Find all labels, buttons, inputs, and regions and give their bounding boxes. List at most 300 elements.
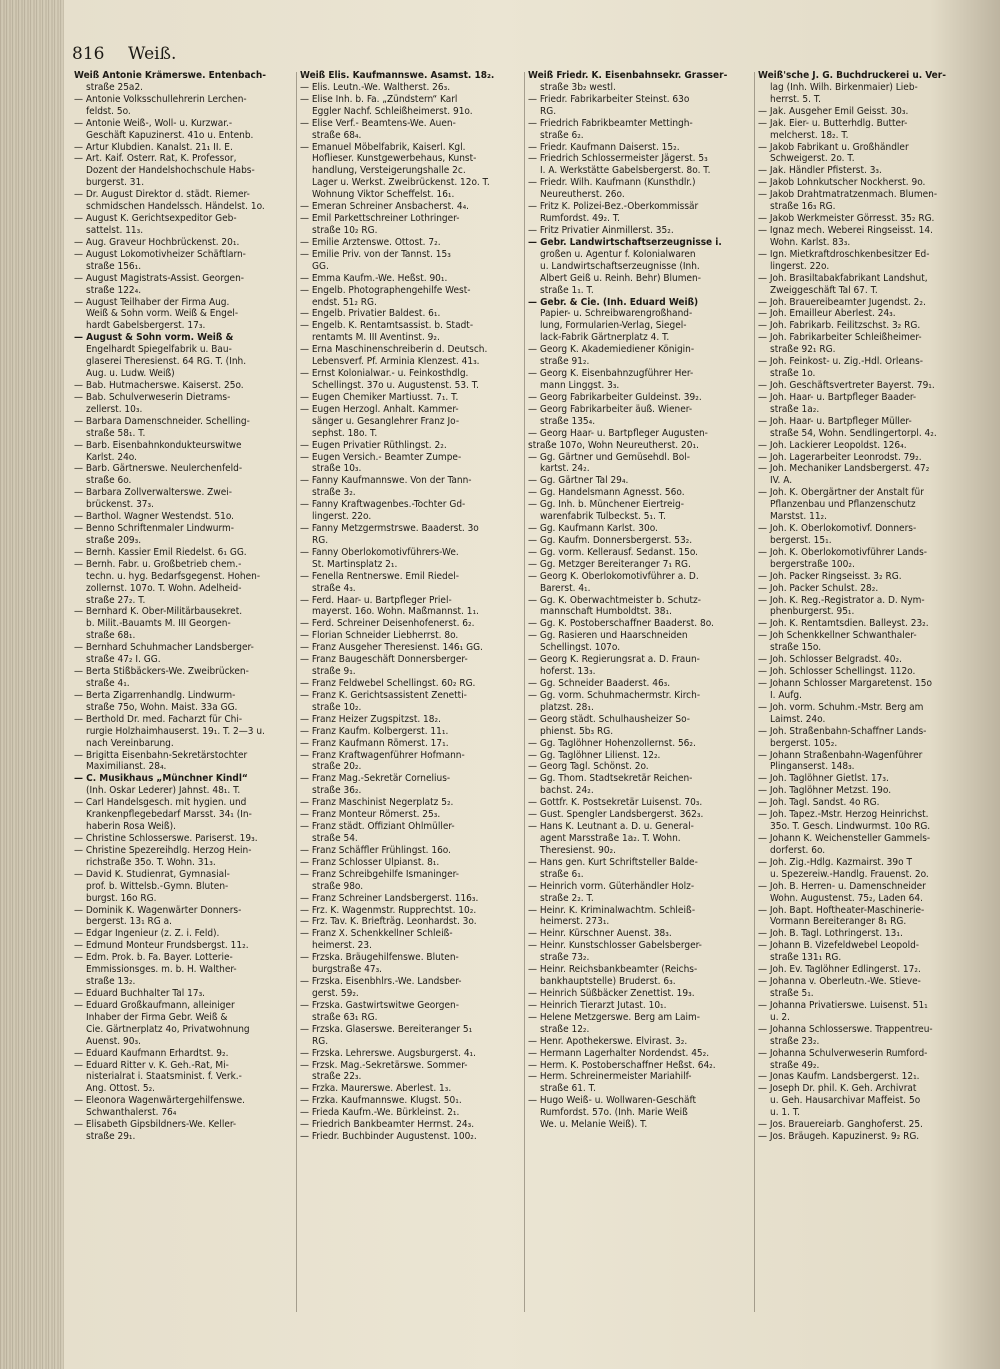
entry-line: Krankenpflegebedarf Marsst. 34₁ (In-	[86, 809, 252, 821]
entry-line: — Johann B. Vizefeldwebel Leopold-	[758, 940, 920, 952]
entry-line: Laimst. 24o.	[770, 713, 826, 725]
entry-line: — Bab. Schulverweserin Dietrams-	[74, 391, 231, 403]
entry-line: — Fritz K. Polizei-Bez.-Oberkommissär	[528, 201, 699, 213]
entry-line: zellerst. 10₃.	[86, 403, 143, 415]
entry-line: — Antonie Volksschullehrerin Lerchen-	[74, 93, 247, 105]
entry-line: heimerst. 23.	[312, 940, 372, 952]
entry-line: — Frzska. Bräugehilfenswe. Bluten-	[300, 952, 459, 964]
entry-line: — Johanna Privatierswe. Luisenst. 51₁	[758, 999, 928, 1011]
entry-line: — Johann K. Weichensteller Gammels-	[758, 833, 931, 844]
entry-line: brückenst. 37₃.	[86, 499, 154, 511]
entry-line: — Barthol. Wagner Westendst. 51o.	[74, 511, 235, 523]
entry-line: — Joh. Feinkost- u. Zig.-Hdl. Orleans-	[758, 356, 924, 368]
entry-line: — Eduard Kaufmann Erhardtst. 9₂.	[74, 1047, 229, 1059]
entry-line: — Jonas Kaufm. Landsbergerst. 12₁.	[758, 1071, 920, 1083]
page-number: 816	[72, 44, 105, 64]
entry-line: Ang. Ottost. 5₂.	[86, 1083, 156, 1095]
entry-line: — Henr. Apothekerswe. Elvirast. 3₂.	[528, 1035, 688, 1047]
entry-line: — Art. Kaif. Österr. Rat, K. Professor,	[74, 153, 237, 165]
entry-line: straße 36₂.	[312, 785, 362, 797]
entry-line: — Gg. K. Oberwachtmeister b. Schutz-	[528, 594, 702, 606]
entry-line: straße 73₂.	[540, 952, 590, 964]
entry-line: — Emma Kaufm.-We. Heßst. 90₁.	[300, 272, 448, 284]
entry-line: — Ferd. Haar- u. Bartpfleger Priel-	[300, 594, 452, 606]
entry-line: — Frieda Kaufm.-We. Bürkleinst. 2₁.	[300, 1107, 460, 1119]
entry-line: — Heinr. Reichsbankbeamter (Reichs-	[528, 964, 698, 976]
entry-line: straße 12₂.	[540, 1023, 590, 1035]
entry-line: — Joh. Zig.-Hdlg. Kazmairst. 39o T	[758, 856, 912, 868]
entry-line: — Bernh. Kassier Emil Riedelst. 6₁ GG.	[74, 546, 247, 558]
entry-line: — Franz X. Schenkkellner Schleiß-	[300, 928, 453, 940]
running-head-name: Weiß.	[128, 44, 177, 64]
entry-line: — Johanna v. Oberleutn.-We. Stieve-	[758, 976, 921, 988]
entry-line: — Joh. Fabrikarb. Feilitzschst. 3₂ RG.	[758, 320, 921, 332]
entry-line: — Emilie Arztenswe. Ottost. 7₂.	[300, 236, 441, 248]
entry-line: Eggler Nachf. Schleißheimerst. 91o.	[312, 105, 473, 117]
entry-line: — Joh. K. Oberlokomotivf. Donners-	[758, 523, 917, 535]
entry-line: RG.	[312, 1035, 329, 1047]
column-rule	[296, 72, 297, 1312]
entry-line: — Herm. Schreinermeister Mariahilf-	[528, 1071, 692, 1083]
entry-line: — Ferd. Schreiner Deisenhofenerst. 6₂.	[300, 618, 475, 630]
entry-line: — Emeran Schreiner Ansbacherst. 4₄.	[300, 201, 470, 213]
entry-line: straße 25a2.	[86, 81, 144, 93]
entry-line: — Franz Heizer Zugspitzst. 18₂.	[300, 713, 441, 725]
entry-line: straße 13₂.	[86, 976, 136, 988]
entry-line: — Franz Schlosser Ulpianst. 8₁.	[300, 856, 440, 868]
entry-line: — Fritz Privatier Ainmillerst. 35₂.	[528, 224, 674, 236]
entry-line: straße 6₂.	[540, 129, 584, 141]
entry-line: straße 15o.	[770, 642, 822, 654]
entry-line: Geschäft Kapuzinerst. 41o u. Entenb.	[86, 129, 254, 141]
entry-line: — Bernh. Fabr. u. Großbetrieb chem.-	[74, 558, 242, 570]
entry-line: Schweigerst. 2o. T.	[770, 153, 855, 165]
entry-line: — Gg. vorm. Kellerausf. Sedanst. 15o.	[528, 546, 699, 558]
entry-line: — Elise Inh. b. Fa. „Zündstern“ Karl	[300, 93, 458, 105]
entry-line: Emmissionsges. m. b. H. Walther-	[86, 964, 237, 976]
entry-line: — Joh. vorm. Schuhm.-Mstr. Berg am	[758, 701, 924, 713]
entry-line: — Elisabeth Gipsbildners-We. Keller-	[74, 1119, 237, 1131]
entry-line: straße 5₁.	[770, 987, 814, 999]
entry-line: — Joh. K. Reg.-Registrator a. D. Nym-	[758, 594, 925, 606]
entry-line: heimerst. 273₁.	[540, 916, 610, 928]
entry-line: — Berthold Dr. med. Facharzt für Chi-	[74, 713, 243, 725]
entry-line: — Joh. Fabrikarbeiter Schleißheimer-	[758, 332, 922, 344]
entry-line: — Artur Klubdien. Kanalst. 21₁ II. E.	[74, 141, 233, 153]
entry-line: — Jakob Lohnkutscher Nockherst. 9o.	[758, 177, 926, 189]
entry-line: — Antonie Weiß-, Woll- u. Kurzwar.-	[74, 117, 233, 129]
entry-line: — Barbara Damenschneider. Schelling-	[74, 415, 250, 427]
entry-line: — Joh. Brasiltabakfabrikant Landshut,	[758, 272, 928, 284]
entry-line: Weiß Friedr. K. Eisenbahnsekr. Grasser-	[528, 70, 728, 81]
entry-line: — Frzska. Glaserswe. Bereiteranger 5₁	[300, 1023, 473, 1035]
entry-line: — Franz Ausgeher Theresienst. 146₁ GG.	[300, 642, 483, 654]
entry-line: kartst. 24₂.	[540, 463, 590, 475]
entry-line: straße 6₁.	[540, 868, 584, 880]
entry-line: — Gg. Taglöhner Lilienst. 12₂.	[528, 749, 661, 761]
entry-line: melcherst. 18₂. T.	[770, 129, 849, 141]
entry-line: straße 107o, Wohn Neureutherst. 20₁.	[528, 439, 699, 451]
entry-line: Wohn. Karlst. 83₃.	[770, 236, 851, 248]
entry-line: richstraße 35o. T. Wohn. 31₃.	[86, 856, 216, 868]
entry-line: — Joh. Tapez.-Mstr. Herzog Heinrichst.	[758, 809, 929, 821]
entry-line: straße 10₂ RG.	[312, 224, 378, 236]
entry-line: Barerst. 4₁.	[540, 582, 591, 594]
entry-line: — Frzsk. Mag.-Sekretärswe. Sommer-	[300, 1059, 468, 1071]
entry-line: — Gg. Thom. Stadtsekretär Reichen-	[528, 773, 693, 785]
directory-column-1	[74, 70, 292, 1360]
entry-line: straße 91₂.	[540, 356, 590, 368]
entry-line: u. Geh. Hausarchivar Maffeist. 5o	[770, 1095, 921, 1107]
entry-line: Cie. Gärtnerplatz 4o, Privatwohnung	[86, 1023, 250, 1035]
entry-line: endst. 51₂ RG.	[312, 296, 377, 308]
entry-line: straße 75o, Wohn. Maist. 33a GG.	[86, 701, 238, 713]
entry-line: bachst. 24₂.	[540, 785, 594, 797]
entry-line: agent Marsstraße 1a₂. T. Wohn.	[540, 833, 681, 844]
entry-line: Wohn. Augustenst. 75₂, Laden 64.	[770, 892, 923, 904]
entry-line: — Gebr. Landwirtschaftserzeugnisse i.	[528, 236, 722, 248]
entry-line: Rumfordst. 49₂. T.	[540, 213, 621, 225]
entry-line: St. Martinsplatz 2₁.	[312, 558, 398, 570]
entry-line: — Joh Schenkkellner Schwanthaler-	[758, 630, 917, 642]
entry-line: Dozent der Handelshochschule Habs-	[86, 165, 255, 177]
entry-line: straße 4₃.	[312, 582, 356, 594]
entry-line: straße 1₁. T.	[540, 284, 594, 296]
entry-line: Theresienst. 90₂.	[540, 844, 617, 856]
entry-line: — Franz Mag.-Sekretär Cornelius-	[300, 773, 451, 785]
entry-line: Vormann Bereiteranger 8₁ RG.	[770, 916, 907, 928]
entry-line: I. Aufg.	[770, 689, 802, 701]
entry-line: straße 3b₂ westl.	[540, 81, 616, 93]
entry-line: — Joseph Dr. phil. K. Geh. Archivrat	[758, 1083, 917, 1095]
entry-line: (Inh. Oskar Lederer) Jahnst. 48₁. T.	[86, 785, 241, 797]
entry-line: — Georg K. Akademiediener Königin-	[528, 344, 695, 356]
entry-line: — Hugo Weiß- u. Wollwaren-Geschäft	[528, 1095, 697, 1107]
entry-line: straße 68₄.	[312, 129, 362, 141]
directory-column-3	[528, 70, 752, 1360]
entry-line: — Joh. Geschäftsvertreter Bayerst. 79₁.	[758, 379, 935, 391]
entry-line: nisterialrat i. Staatsminist. f. Verk.-	[86, 1071, 242, 1083]
entry-line: IV. A.	[770, 475, 793, 487]
entry-line: — Hans gen. Kurt Schriftsteller Balde-	[528, 856, 698, 868]
entry-line: mayerst. 16o. Wohn. Maßmannst. 1₁.	[312, 606, 479, 618]
entry-line: Neureutherst. 26o.	[540, 189, 625, 201]
entry-line: warenfabrik Tulbeckst. 5₁. T.	[540, 511, 666, 523]
entry-line: — Franz Feldwebel Schellingst. 60₂ RG.	[300, 678, 476, 690]
entry-line: — Berta Zigarrenhandlg. Lindwurm-	[74, 689, 236, 701]
entry-line: — Edgar Ingenieur (z. Z. i. Feld).	[74, 928, 220, 940]
entry-line: lag (Inh. Wilh. Birkenmaier) Lieb-	[770, 81, 918, 93]
entry-line: phienst. 5b₃ RG.	[540, 725, 614, 737]
entry-line: — Franz städt. Offiziant Ohlmüller-	[300, 821, 455, 833]
entry-line: schmidschen Handelssch. Händelst. 1o.	[86, 201, 265, 213]
entry-line: — Joh. Brauereibeamter Jugendst. 2₂.	[758, 296, 926, 308]
entry-line: straße 1o.	[770, 368, 816, 380]
entry-line: — Jos. Brauereiarb. Ganghoferst. 25.	[758, 1119, 923, 1131]
entry-line: — Joh. Straßenbahn-Schaffner Lands-	[758, 725, 927, 737]
entry-line: burgerst. 31.	[86, 177, 145, 189]
entry-line: — Ernst Kolonialwar.- u. Feinkosthdlg.	[300, 368, 469, 380]
entry-line: — Benno Schriftenmaler Lindwurm-	[74, 523, 235, 535]
entry-line: Papier- u. Schreibwarengroßhand-	[540, 308, 693, 320]
entry-line: — Joh. Tagl. Sandst. 4o RG.	[758, 797, 880, 809]
entry-line: u. 1. T.	[770, 1107, 801, 1119]
entry-line: — Eduard Großkaufmann, alleiniger	[74, 999, 235, 1011]
entry-line: Zweiggeschäft Tal 67. T.	[770, 284, 878, 296]
entry-line: — Eugen Privatier Rüthlingst. 2₂.	[300, 439, 447, 451]
entry-line: — Fanny Kraftwagenbes.-Tochter Gd-	[300, 499, 466, 511]
entry-line: straße 63₁ RG.	[312, 1011, 378, 1023]
entry-line: — Ignaz mech. Weberei Ringseisst. 14.	[758, 224, 933, 236]
entry-line: — Fanny Oberlokomotivführers-We.	[300, 546, 459, 558]
column-rule	[524, 72, 525, 1312]
entry-line: straße 10₃.	[312, 463, 362, 475]
entry-line: u. Spezereiw.-Handlg. Frauenst. 2o.	[770, 868, 929, 880]
entry-line: Weiß & Sohn vorm. Weiß & Engel-	[86, 308, 239, 320]
entry-line: — Friedr. Kaufmann Daiserst. 15₂.	[528, 141, 680, 153]
entry-line: — Heinrich Süßbäcker Zenettist. 19₃.	[528, 987, 695, 999]
entry-line: — Joh. Schlosser Belgradst. 40₂.	[758, 654, 902, 666]
entry-line: — Barb. Eisenbahnkondukteurswitwe	[74, 439, 242, 451]
entry-line: — Jos. Bräugeh. Kapuzinerst. 9₂ RG.	[758, 1131, 920, 1143]
entry-line: — Gg. Kaufm. Donnersbergerst. 53₂.	[528, 534, 693, 546]
entry-line: — Emilie Priv. von der Tannst. 15₃	[300, 248, 451, 260]
entry-line: — Franz Kraftwagenführer Hofmann-	[300, 749, 465, 761]
entry-line: — Hermann Lagerhalter Nordendst. 45₂.	[528, 1047, 710, 1059]
entry-line: — Friedrich Schlossermeister Jägerst. 5₃	[528, 153, 708, 165]
entry-line: — Johanna Schlosserswe. Trappentreu-	[758, 1023, 933, 1035]
entry-line: straße 49₂.	[770, 1059, 820, 1071]
entry-line: bergerst. 13₁ RG a.	[86, 916, 172, 928]
entry-line: — Gg. Inh. b. Münchener Eiertreig-	[528, 499, 685, 511]
entry-line: — Franz Schäffler Frühlingst. 16o.	[300, 844, 451, 856]
entry-line: bergerst. 15₁.	[770, 534, 832, 546]
entry-line: burgst. 16o RG.	[86, 892, 157, 904]
entry-line: — Heinrich vorm. Güterhändler Holz-	[528, 880, 695, 892]
entry-line: — Gg. Handelsmann Agnesst. 56o.	[528, 487, 685, 499]
entry-line: lingerst. 22o.	[312, 511, 372, 523]
entry-line: straße 98o.	[312, 880, 364, 892]
entry-line: Hoflieser. Kunstgewerbehaus, Kunst-	[312, 153, 477, 165]
entry-line: feldst. 5o.	[86, 105, 131, 117]
entry-line: — Bernhard Schuhmacher Landsberger-	[74, 642, 254, 654]
entry-line: Engelhardt Spiegelfabrik u. Bau-	[86, 344, 232, 356]
entry-line: — Hans K. Leutnant a. D. u. General-	[528, 821, 694, 833]
entry-line: — Christine Spezereihdlg. Herzog Hein-	[74, 844, 252, 856]
entry-line: glaserei Theresienst. 64 RG. T. (Inh.	[86, 356, 247, 368]
entry-line: straße 54, Wohn. Sendlingertorpl. 4₂.	[770, 427, 937, 439]
entry-line: — Gg. Gärtner und Gemüsehdl. Bol-	[528, 451, 690, 463]
entry-line: — Georg Fabrikarbeiter äuß. Wiener-	[528, 403, 693, 415]
entry-line: straße 3₂.	[312, 487, 356, 499]
entry-line: — Gg. Rasieren und Haarschneiden	[528, 630, 688, 642]
entry-line: straße 23₂.	[770, 1035, 820, 1047]
entry-line: — Eduard Buchhalter Tal 17₃.	[74, 987, 206, 999]
entry-line: — Joh. Lackierer Leopoldst. 126₄.	[758, 439, 907, 451]
entry-line: straße 22₃.	[312, 1071, 362, 1083]
entry-line: nach Vereinbarung.	[86, 737, 174, 749]
entry-line: — Herm. K. Postoberschaffner Heßst. 64₂.	[528, 1059, 716, 1071]
entry-line: — Bernhard K. Ober-Militärbausekret.	[74, 606, 243, 618]
entry-line: — Eugen Chemiker Martiusst. 7₁. T.	[300, 391, 459, 403]
entry-line: sephst. 18o. T.	[312, 427, 378, 439]
entry-line: Schwanthalerst. 76₄	[86, 1107, 177, 1119]
entry-line: handlung, Versteigerungshalle 2c.	[312, 165, 466, 177]
entry-line: — Engelb. Privatier Baldest. 6₁.	[300, 308, 441, 320]
entry-line: rurgie Holzhaimhauserst. 19₁. T. 2—3 u.	[86, 725, 265, 737]
entry-line: — Friedr. Buchbinder Augustenst. 100₂.	[300, 1131, 477, 1143]
entry-line: — Carl Handelsgesch. mit hygien. und	[74, 797, 247, 809]
entry-line: straße 58₁. T.	[86, 427, 146, 439]
entry-line: — Georg städt. Schulhausheizer So-	[528, 713, 691, 725]
entry-line: Auenst. 90₃.	[86, 1035, 141, 1047]
entry-line: hardt Gabelsbergerst. 17₃.	[86, 320, 206, 332]
book-spine-edge	[0, 0, 64, 1369]
entry-line: — Joh. Taglöhner Gietlst. 17₃.	[758, 773, 889, 785]
entry-line: — Fanny Kaufmannswe. Von der Tann-	[300, 475, 472, 487]
entry-line: — Joh. Emailleur Aberlest. 24₃.	[758, 308, 896, 320]
entry-line: b. Milit.-Bauamts M. III Georgen-	[86, 618, 231, 630]
entry-line: — Heinr. K. Kriminalwachtm. Schleiß-	[528, 904, 696, 916]
entry-line: — Jak. Händler Pfisterst. 3₃.	[758, 165, 882, 177]
entry-line: straße 20₂.	[312, 761, 362, 773]
entry-line: Wohnung Viktor Scheffelst. 16₁.	[312, 189, 455, 201]
entry-line: — Frzka. Kaufmannswe. Klugst. 50₁.	[300, 1095, 462, 1107]
entry-line: — August Lokomotivheizer Schäftlarn-	[74, 248, 246, 260]
entry-line: — Franz Baugeschäft Donnersberger-	[300, 654, 468, 666]
entry-line: bergerst. 105₂.	[770, 737, 838, 749]
entry-line: — Georg K. Oberlokomotivführer a. D.	[528, 570, 699, 582]
entry-line: — Jakob Werkmeister Görresst. 35₂ RG.	[758, 213, 935, 225]
entry-line: — August Teilhaber der Firma Aug.	[74, 296, 230, 308]
entry-line: straße 68₁.	[86, 630, 136, 642]
directory-column-2	[300, 70, 520, 1360]
entry-line: — Elise Verf.- Beamtens-We. Auen-	[300, 117, 456, 129]
entry-line: — Joh. B. Tagl. Lothringerst. 13₁.	[758, 928, 903, 940]
entry-line: platzst. 28₁.	[540, 701, 594, 713]
entry-line: — August Magistrats-Assist. Georgen-	[74, 272, 245, 284]
entry-line: u. 2.	[770, 1011, 790, 1023]
page-header	[72, 44, 972, 68]
entry-line: — Joh. Packer Schulst. 28₂.	[758, 582, 879, 594]
entry-line: — Frz. Tav. K. Briefträg. Leonhardst. 3o.	[300, 916, 477, 928]
entry-line: — Jak. Ausgeher Emil Geisst. 30₃.	[758, 105, 909, 117]
entry-line: — Joh. Haar- u. Bartpfleger Müller-	[758, 415, 912, 427]
entry-line: — Fenella Rentnerswe. Emil Riedel-	[300, 570, 460, 582]
entry-line: straße 54.	[312, 833, 358, 844]
entry-line: — Joh. K. Oberlokomotivführer Lands-	[758, 546, 928, 558]
entry-line: 35o. T. Gesch. Lindwurmst. 10o RG.	[770, 821, 931, 833]
entry-line: — Barbara Zollverwalterswe. Zwei-	[74, 487, 232, 499]
entry-line: — Gg. Taglöhner Hohenzollernst. 56₂.	[528, 737, 696, 749]
entry-line: — Franz Schreiner Landsbergerst. 116₃.	[300, 892, 479, 904]
entry-line: — Joh. Haar- u. Bartpfleger Baader-	[758, 391, 917, 403]
entry-line: — Frzska. Gastwirtswitwe Georgen-	[300, 999, 460, 1011]
entry-line: — Eugen Herzogl. Anhalt. Kammer-	[300, 403, 459, 415]
entry-line: lung, Formularien-Verlag, Siegel-	[540, 320, 687, 332]
entry-line: — August & Sohn vorm. Weiß &	[74, 332, 234, 344]
entry-line: bankhauptstelle) Bruderst. 6₃.	[540, 976, 676, 988]
entry-line: straße 122₄.	[86, 284, 142, 296]
entry-line: straße 1a₂.	[770, 403, 820, 415]
entry-line: — Georg K. Regierungsrat a. D. Fraun-	[528, 654, 700, 666]
entry-line: mann Linggst. 3₃.	[540, 379, 620, 391]
entry-line: — Johanna Schulverweserin Rumford-	[758, 1047, 928, 1059]
entry-line: straße 156₁.	[86, 260, 142, 272]
entry-line: — Gg. K. Postoberschaffner Baaderst. 8o.	[528, 618, 714, 630]
entry-line: Schellingst. 107o.	[540, 642, 621, 654]
entry-line: Weiß Elis. Kaufmannswe. Asamst. 18₂.	[300, 70, 495, 81]
entry-line: — Johann Schlosser Margaretenst. 15o	[758, 678, 932, 690]
entry-line: straße 47₂ I. GG.	[86, 654, 161, 666]
entry-line: — Bab. Hutmacherswe. Kaiserst. 25o.	[74, 379, 244, 391]
entry-line: — Frzska. Lehrerswe. Augsburgerst. 4₁.	[300, 1047, 476, 1059]
entry-line: — Joh. Taglöhner Metzst. 19o.	[758, 785, 892, 797]
entry-line: — Emil Parkettschreiner Lothringer-	[300, 213, 460, 225]
entry-line: — Helene Metzgerswe. Berg am Laim-	[528, 1011, 701, 1023]
entry-line: straße 29₁.	[86, 1131, 136, 1143]
entry-line: Schellingst. 37o u. Augustenst. 53. T.	[312, 379, 479, 391]
entry-line: straße 131₁ RG.	[770, 952, 842, 964]
entry-line: — Barb. Gärtnerswe. Neulerchenfeld-	[74, 463, 243, 475]
entry-line: — Georg Tagl. Schönst. 2o.	[528, 761, 649, 773]
entry-line: bergerstraße 100₂.	[770, 558, 855, 570]
entry-line: — Edmund Monteur Frundsbergst. 11₂.	[74, 940, 249, 952]
entry-line: — Franz Maschinist Negerplatz 5₂.	[300, 797, 454, 809]
entry-line: — Gg. Metzger Bereiteranger 7₁ RG.	[528, 558, 691, 570]
entry-line: — Joh. K. Obergärtner der Anstalt für	[758, 487, 924, 499]
entry-line: — Joh. K. Rentamtsdien. Balleyst. 23₂.	[758, 618, 929, 630]
entry-line: — Joh. B. Herren- u. Damenschneider	[758, 880, 926, 892]
entry-line: zollernst. 107o. T. Wohn. Adelheid-	[86, 582, 242, 594]
entry-line: — Franz Schreibgehilfe Ismaninger-	[300, 868, 459, 880]
entry-line: — Heinrich Tierarzt Jutast. 10₁.	[528, 999, 667, 1011]
entry-line: straße 2₂. T.	[540, 892, 594, 904]
entry-line: — Erna Maschinenschreiberin d. Deutsch.	[300, 344, 488, 356]
entry-line: — Aug. Graveur Hochbrückenst. 20₁.	[74, 236, 240, 248]
entry-line: Albert Geiß u. Reinh. Behr) Blumen-	[540, 272, 701, 284]
entry-line: sänger u. Gesanglehrer Franz Jo-	[312, 415, 460, 427]
entry-line: sattelst. 11₃.	[86, 224, 144, 236]
entry-line: — Joh. Mechaniker Landsbergerst. 47₂	[758, 463, 930, 475]
entry-line: — Joh. Lagerarbeiter Leonrodst. 79₂.	[758, 451, 922, 463]
entry-line: straße 209₃.	[86, 534, 142, 546]
entry-line: lack-Fabrik Gärtnerplatz 4. T.	[540, 332, 670, 344]
entry-line: — Franz K. Gerichtsassistent Zenetti-	[300, 689, 467, 701]
entry-line: mannschaft Humboldtst. 38₁.	[540, 606, 672, 618]
entry-line: Lager u. Werkst. Zweibrückenst. 12o. T.	[312, 177, 490, 189]
entry-line: burgstraße 47₃.	[312, 964, 383, 976]
entry-line: — Jakob Fabrikant u. Großhändler	[758, 141, 909, 153]
entry-line: — Friedr. Wilh. Kaufmann (Kunsthdlr.)	[528, 177, 696, 189]
entry-line: — Dr. August Direktor d. städt. Riemer-	[74, 189, 250, 201]
entry-line: dorferst. 6o.	[770, 844, 826, 856]
entry-line: — David K. Studienrat, Gymnasial-	[74, 868, 230, 880]
entry-line: — Elis. Leutn.-We. Waltherst. 26₃.	[300, 81, 451, 93]
entry-line: — Georg Fabrikarbeiter Guldeinst. 39₂.	[528, 391, 702, 403]
entry-line: — Georg Haar- u. Bartpfleger Augusten-	[528, 427, 708, 439]
entry-line: Lebensverf. Pf. Arminia Klenzest. 41₃.	[312, 356, 480, 368]
entry-line: — Gg. Gärtner Tal 29₄.	[528, 475, 629, 487]
entry-line: lingerst. 22o.	[770, 260, 830, 272]
entry-line: Pflanzenbau und Pflanzenschutz	[770, 499, 916, 511]
entry-line: — Eleonora Wagenwärtergehilfenswe.	[74, 1095, 246, 1107]
entry-line: — Frz. K. Wagenmstr. Rupprechtst. 10₂.	[300, 904, 477, 916]
entry-line: — Franz Monteur Römerst. 25₃.	[300, 809, 441, 821]
entry-line: GG.	[312, 260, 329, 272]
entry-line: Weiß Antonie Krämerswe. Entenbach-	[74, 70, 266, 81]
entry-line: Aug. u. Ludw. Weiß)	[86, 368, 175, 380]
